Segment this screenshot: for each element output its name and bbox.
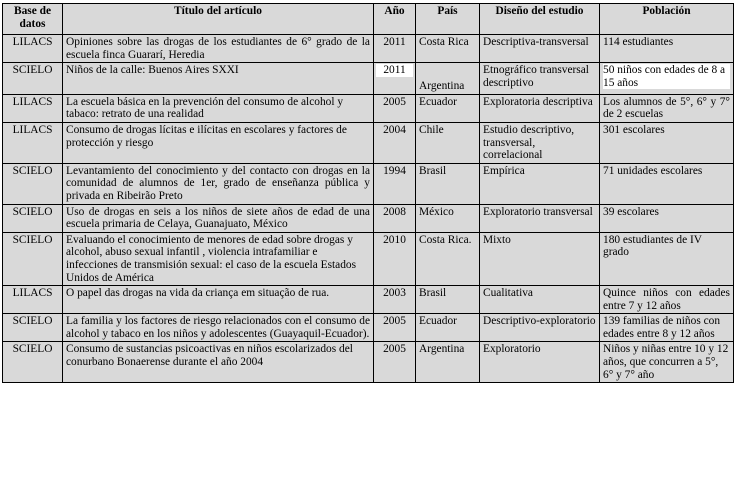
cell-anio: 2010	[374, 232, 416, 285]
cell-pais: Brasil	[416, 286, 480, 314]
cell-anio	[374, 63, 416, 95]
header-pais: País	[416, 4, 480, 35]
cell-titulo: Consumo de sustancias psicoactivas en niños escolarizados del conurbano Bonaerense durante el año 2004	[63, 342, 374, 383]
cell-pais: Costa Rica	[416, 35, 480, 63]
cell-base: LILACS	[3, 35, 63, 63]
cell-diseno: Empírica	[480, 163, 600, 204]
header-row	[3, 4, 734, 35]
cell-pais: México	[416, 204, 480, 232]
cell-base: SCIELO	[3, 232, 63, 285]
header-poblacion: Población	[600, 4, 734, 35]
cell-anio: 2008	[374, 204, 416, 232]
cell-poblacion: 180 estudiantes de IV grado	[600, 232, 734, 285]
cell-base: LILACS	[3, 122, 63, 163]
cell-pais: Costa Rica.	[416, 232, 480, 285]
cell-diseno: Exploratoria descriptiva	[480, 94, 600, 122]
cell-poblacion	[600, 63, 734, 95]
cell-titulo: Consumo de drogas lícitas e ilícitas en escolares y factores de protección y riesgo	[63, 122, 374, 163]
cell-anio: 2003	[374, 286, 416, 314]
cell-diseno: Etnográfico transversal descriptivo	[480, 63, 600, 95]
cell-poblacion: 301 escolares	[600, 122, 734, 163]
cell-pais: Ecuador	[416, 314, 480, 342]
cell-pais: Brasil	[416, 163, 480, 204]
cell-base: SCIELO	[3, 163, 63, 204]
cell-diseno: Estudio descriptivo, transversal, correlacional	[480, 122, 600, 163]
table-row	[3, 94, 734, 122]
header-diseno: Diseño del estudio	[480, 4, 600, 35]
cell-pais: Ecuador	[416, 94, 480, 122]
cell-diseno: Mixto	[480, 232, 600, 285]
cell-poblacion: 71 unidades escolares	[600, 163, 734, 204]
cell-base: SCIELO	[3, 342, 63, 383]
header-base-de-datos: Base de datos	[3, 4, 63, 35]
studies-table-container	[2, 3, 734, 383]
header-anio: Año	[374, 4, 416, 35]
cell-titulo: Levantamiento del conocimiento y del contacto con drogas en la comunidad de alumnos de 1er, grado de enseñanza pública y privada en Ribeirão Preto	[63, 163, 374, 204]
table-row	[3, 35, 734, 63]
cell-diseno: Descriptivo-exploratorio	[480, 314, 600, 342]
cell-base: SCIELO	[3, 204, 63, 232]
cell-pais	[416, 63, 480, 95]
highlighted-poblacion: 50 niños con edades de 8 a 15 años	[603, 64, 730, 89]
cell-base: LILACS	[3, 286, 63, 314]
table-row	[3, 204, 734, 232]
cell-base: SCIELO	[3, 63, 63, 95]
cell-pais-text: Argentina	[419, 80, 465, 93]
cell-base: LILACS	[3, 94, 63, 122]
cell-anio: 2005	[374, 314, 416, 342]
cell-titulo: La familia y los factores de riesgo relacionados con el consumo de alcohol y tabaco en los niños y adolescentes (Guayaquil-Ecuador).	[63, 314, 374, 342]
cell-poblacion: Quince niños con edades entre 7 y 12 años	[600, 286, 734, 314]
cell-titulo: Opiniones sobre las drogas de los estudiantes de 6° grado de la escuela finca Guararí, Heredia	[63, 35, 374, 63]
table-row	[3, 63, 734, 95]
cell-anio: 2004	[374, 122, 416, 163]
cell-poblacion: Los alumnos de 5°, 6° y 7° de 2 escuelas	[600, 94, 734, 122]
table-row	[3, 342, 734, 383]
cell-poblacion: 39 escolares	[600, 204, 734, 232]
table-row	[3, 122, 734, 163]
cell-anio: 2011	[374, 35, 416, 63]
cell-titulo: Niños de la calle: Buenos Aires SXXI	[63, 63, 374, 95]
cell-titulo: La escuela básica en la prevención del consumo de alcohol y tabaco: retrato de una realidad	[63, 94, 374, 122]
table-row	[3, 163, 734, 204]
cell-anio: 1994	[374, 163, 416, 204]
cell-pais: Argentina	[416, 342, 480, 383]
table-row	[3, 232, 734, 285]
cell-poblacion: 139 familias de niños con edades entre 8 y 12 años	[600, 314, 734, 342]
studies-table	[2, 3, 734, 383]
header-titulo: Título del artículo	[63, 4, 374, 35]
cell-diseno: Exploratorio transversal	[480, 204, 600, 232]
cell-anio: 2005	[374, 342, 416, 383]
cell-anio: 2005	[374, 94, 416, 122]
cell-diseno: Descriptiva-transversal	[480, 35, 600, 63]
cell-titulo: Evaluando el conocimiento de menores de edad sobre drogas y alcohol, abuso sexual infantil , violencia intrafamiliar e infecciones de transmisión sexual: el caso de la escuela Estados Unidos de América	[63, 232, 374, 285]
cell-pais: Chile	[416, 122, 480, 163]
highlighted-year: 2011	[376, 64, 413, 77]
table-row	[3, 286, 734, 314]
cell-diseno: Exploratorio	[480, 342, 600, 383]
cell-diseno: Cualitativa	[480, 286, 600, 314]
table-row	[3, 314, 734, 342]
cell-base: SCIELO	[3, 314, 63, 342]
cell-poblacion: Niños y niñas entre 10 y 12 años, que concurren a 5°, 6° y 7° año	[600, 342, 734, 383]
cell-poblacion: 114 estudiantes	[600, 35, 734, 63]
cell-titulo: Uso de drogas en seis a los niños de siete años de edad de una escuela primaria de Celaya, Guanajuato, México	[63, 204, 374, 232]
cell-titulo: O papel das drogas na vida da criança em situação de rua.	[63, 286, 374, 314]
